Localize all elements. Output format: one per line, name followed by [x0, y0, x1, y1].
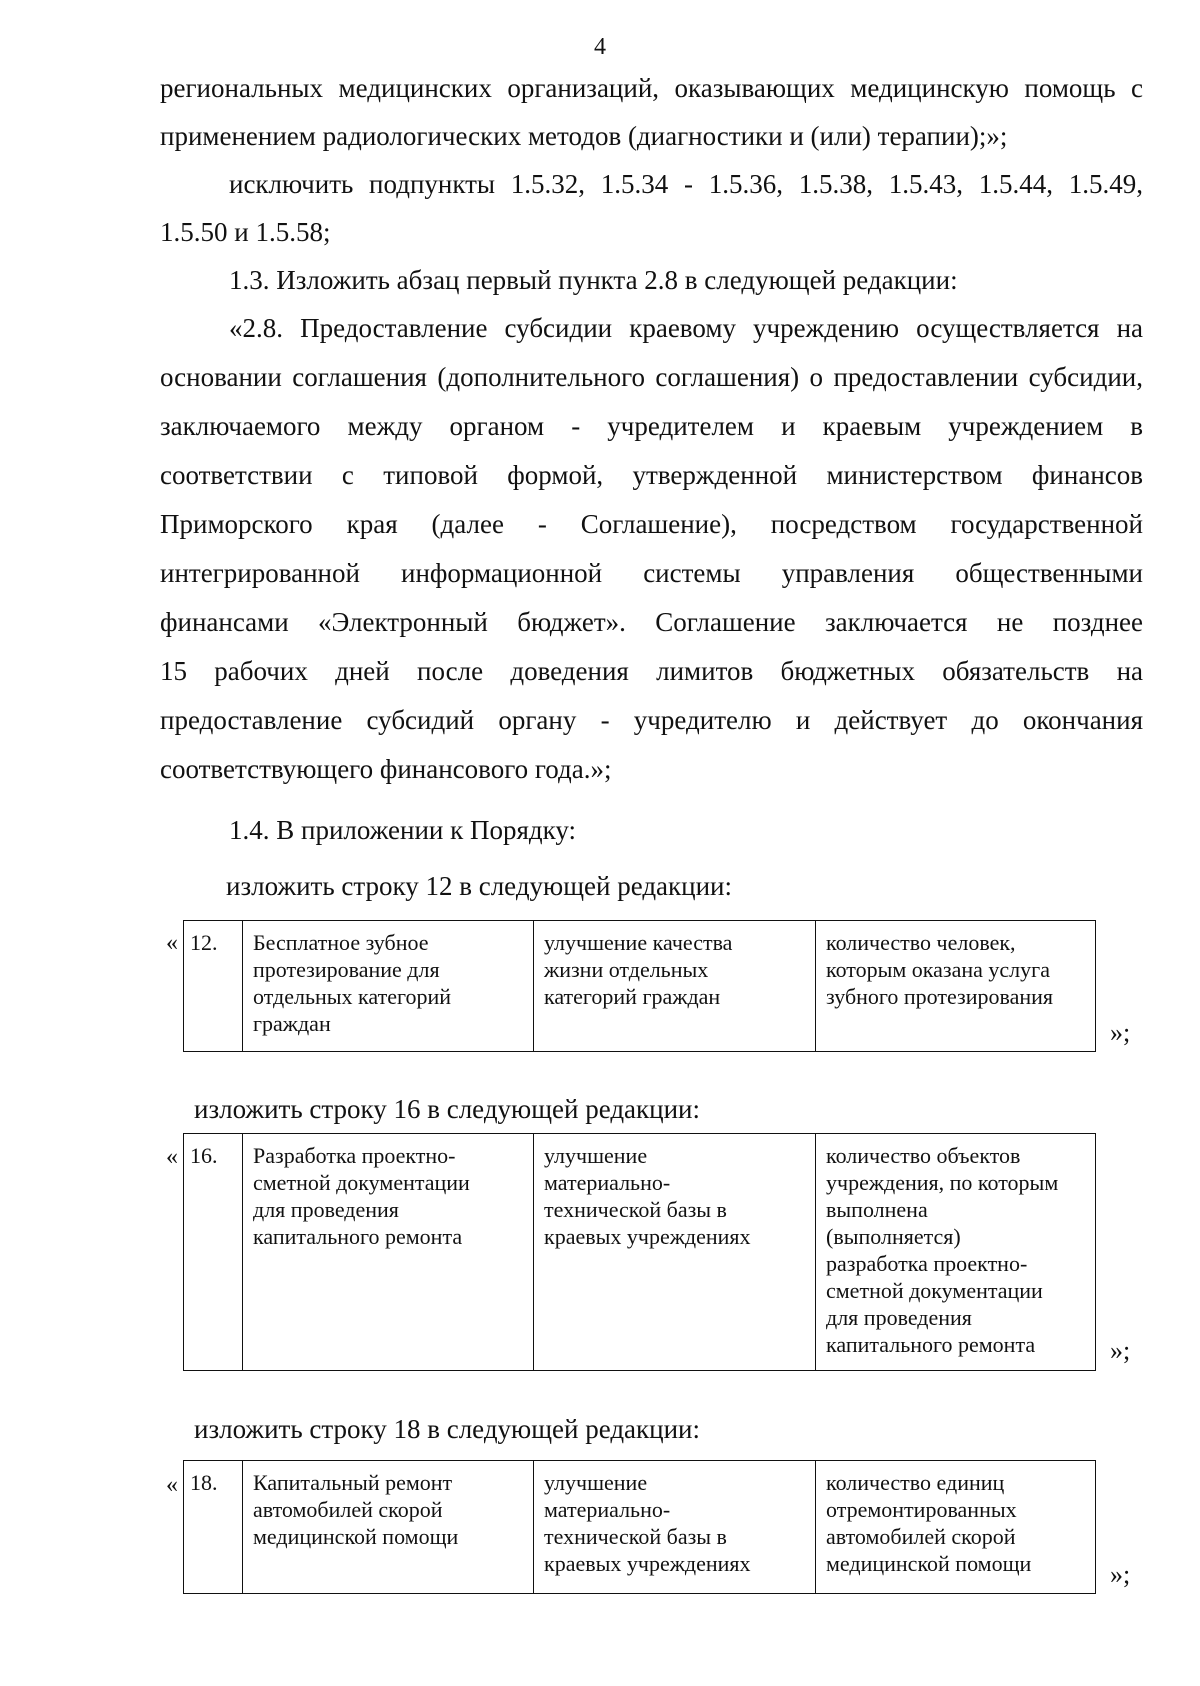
- row-number: 18.: [184, 1461, 243, 1594]
- goal-cell: улучшение качества жизни отдельных категорий граждан: [534, 921, 816, 1052]
- paragraph-line: Приморского края (далее - Соглашение), посредством государственной: [160, 509, 1143, 539]
- row-number: 16.: [184, 1134, 243, 1371]
- paragraph-line: соответствии с типовой формой, утвержденной министерством финансов: [160, 460, 1143, 490]
- goal-cell: улучшение материально- технической базы в краевых учреждениях: [534, 1134, 816, 1371]
- insert-table: [183, 1133, 1096, 1371]
- indicator-cell: количество человек, которым оказана услуга зубного протезирования: [816, 921, 1096, 1052]
- paragraph-line: соответствующего финансового года.»;: [160, 754, 612, 784]
- close-quote: »;: [1110, 1560, 1131, 1589]
- page-number: 4: [594, 34, 606, 60]
- event-name-cell: Разработка проектно- сметной документации для проведения капитального ремонта: [243, 1134, 534, 1371]
- paragraph-line: основании соглашения (дополнительного соглашения) о предоставлении субсидии,: [160, 362, 1143, 392]
- paragraph-line: финансами «Электронный бюджет». Соглашение заключается не позднее: [160, 607, 1143, 637]
- table-row: [184, 1461, 1096, 1594]
- table-row: [184, 921, 1096, 1052]
- paragraph-line: 15 рабочих дней после доведения лимитов бюджетных обязательств на: [160, 656, 1143, 686]
- insert-table: [183, 920, 1096, 1052]
- table-intro: изложить строку 12 в следующей редакции:: [226, 871, 733, 901]
- event-name-cell: Бесплатное зубное протезирование для отдельных категорий граждан: [243, 921, 534, 1052]
- paragraph-line: применением радиологических методов (диагностики и (или) терапии);»;: [160, 121, 1008, 151]
- goal-cell: улучшение материально- технической базы в краевых учреждениях: [534, 1461, 816, 1594]
- open-quote: «: [166, 1144, 178, 1170]
- paragraph-line: исключить подпункты 1.5.32, 1.5.34 - 1.5.36, 1.5.38, 1.5.43, 1.5.44, 1.5.49,: [229, 169, 1143, 199]
- paragraph-line: «2.8. Предоставление субсидии краевому учреждению осуществляется на: [229, 313, 1143, 343]
- open-quote: «: [166, 1472, 178, 1498]
- table-row: [184, 1134, 1096, 1371]
- paragraph-line: 1.3. Изложить абзац первый пункта 2.8 в следующей редакции:: [229, 265, 958, 295]
- paragraph-line: заключаемого между органом - учредителем и краевым учреждением в: [160, 411, 1143, 441]
- paragraph-line: 1.5.50 и 1.5.58;: [160, 217, 331, 247]
- table-intro: изложить строку 18 в следующей редакции:: [194, 1414, 701, 1444]
- close-quote: »;: [1110, 1018, 1131, 1047]
- indicator-cell: количество объектов учреждения, по которым выполнена (выполняется) разработка проектно- сметной документации для проведения капитального ремонта: [816, 1134, 1096, 1371]
- close-quote: »;: [1110, 1336, 1131, 1365]
- row-number: 12.: [184, 921, 243, 1052]
- table-intro: изложить строку 16 в следующей редакции:: [194, 1094, 701, 1124]
- paragraph-line: 1.4. В приложении к Порядку:: [229, 815, 576, 845]
- indicator-cell: количество единиц отремонтированных автомобилей скорой медицинской помощи: [816, 1461, 1096, 1594]
- insert-table: [183, 1460, 1096, 1594]
- event-name-cell: Капитальный ремонт автомобилей скорой медицинской помощи: [243, 1461, 534, 1594]
- paragraph-line: региональных медицинских организаций, оказывающих медицинскую помощь с: [160, 73, 1143, 103]
- open-quote: «: [166, 930, 178, 956]
- paragraph-line: интегрированной информационной системы управления общественными: [160, 558, 1143, 588]
- paragraph-line: предоставление субсидий органу - учредителю и действует до окончания: [160, 705, 1143, 735]
